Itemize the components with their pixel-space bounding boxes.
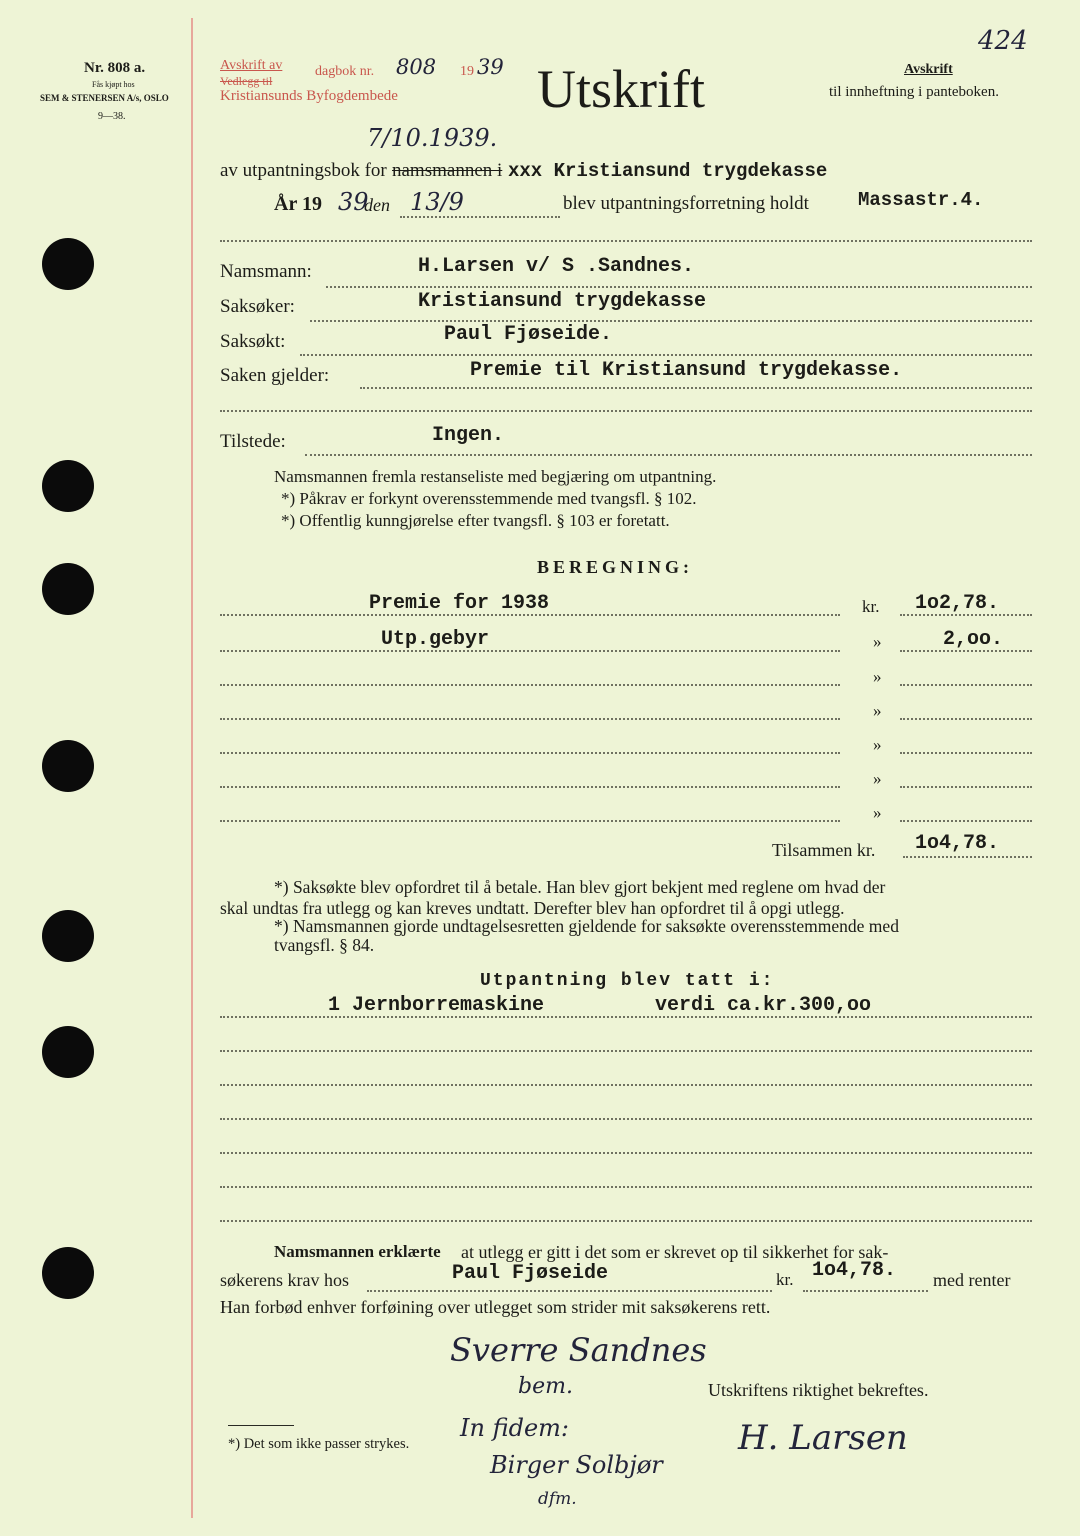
dotted-line (360, 387, 1032, 389)
dotted-line (220, 752, 840, 754)
stamp-line1: Avskrift av (220, 58, 283, 73)
utpantning-heading: Utpantning blev tatt i: (480, 971, 775, 991)
beregning-item-amount: 2,oo. (943, 628, 1004, 651)
dotted-line (367, 1290, 772, 1292)
closing-line1-a: Namsmannen erklærte (274, 1242, 441, 1261)
dotted-line (220, 684, 840, 686)
utpantning-value: verdi ca.kr.300,oo (655, 994, 872, 1017)
beregning-item-amount: 1o2,78. (915, 592, 1000, 615)
signature-witness-title: dfm. (538, 1489, 577, 1509)
saksokt-label: Saksøkt: (220, 331, 286, 352)
namsmann-value: H.Larsen v/ S .Sandnes. (418, 255, 695, 278)
date-year: 39 (338, 188, 369, 216)
punch-hole (42, 910, 94, 962)
intro-label: av utpantningsbok for (220, 160, 387, 181)
stamp-line1b: Vedlegg til (220, 74, 273, 88)
date-text: blev utpantningsforretning holdt (563, 193, 809, 214)
stamp-year-prefix: 19 (460, 64, 474, 79)
statement-line1: Namsmannen fremla restanseliste med begjæring om utpantning. (274, 467, 717, 486)
statement-line3: *) Offentlig kunngjørelse efter tvangsfl. § 103 er foretatt. (281, 511, 670, 530)
tilstede-value: Ingen. (432, 424, 505, 447)
beregning-item-desc: Utp.gebyr (381, 628, 490, 651)
dotted-line (305, 454, 1032, 456)
stamp-dagbok-label: dagbok nr. (315, 64, 375, 79)
dotted-line (900, 786, 1032, 788)
punch-hole (42, 740, 94, 792)
ditto-mark: » (873, 735, 882, 754)
dotted-line (220, 410, 1032, 412)
stamp-dagbok-nr: 808 (396, 55, 437, 79)
closing-line3: Han forbød enhver forføining over utlegget som strider mit saksøkerens rett. (220, 1297, 771, 1317)
beregning-item-desc: Premie for 1938 (369, 592, 550, 615)
dotted-line (300, 354, 1032, 356)
footnote-rule (228, 1425, 294, 1426)
dotted-line (220, 240, 1032, 242)
dotted-line (903, 856, 1032, 858)
printer-publisher: SEM & STENERSEN A/s, OSLO (40, 93, 169, 103)
dotted-line (220, 1118, 1032, 1120)
ditto-mark: » (873, 667, 882, 686)
ditto-mark: » (873, 769, 882, 788)
namsmann-label: Namsmann: (220, 261, 312, 282)
dotted-line (220, 1084, 1032, 1086)
stamp-date: 7/10.1939. (367, 124, 498, 152)
saken-label: Saken gjelder: (220, 365, 330, 386)
dotted-line (326, 286, 1032, 288)
signature-confirm: H. Larsen (738, 1418, 908, 1458)
dotted-line (900, 820, 1032, 822)
utpantning-item: 1 Jernborremaskine (328, 994, 545, 1017)
closing-line1-b: at utlegg er gitt i det som er skrevet op til sikkerhet for sak- (461, 1242, 889, 1262)
signature-infidem-label: In fidem: (460, 1414, 569, 1442)
dotted-line (220, 1152, 1032, 1154)
ditto-mark: » (873, 803, 882, 822)
dotted-line (220, 718, 840, 720)
printer-edition: 9—38. (98, 111, 126, 122)
closing-amount: 1o4,78. (812, 1259, 897, 1282)
ditto-mark: » (873, 701, 882, 720)
declaration-line1: *) Saksøkte blev opfordret til å betale. Han blev gjort bekjent med reglene om hvad der (274, 877, 886, 897)
dotted-line (400, 216, 560, 218)
printer-sold-at: Fås kjøpt hos (92, 80, 135, 89)
punch-hole (42, 238, 94, 290)
dotted-line (803, 1290, 928, 1292)
form-number: Nr. 808 a. (84, 60, 146, 76)
confirmation-text: Utskriftens riktighet bekreftes. (708, 1380, 929, 1400)
statement-line2: *) Påkrav er forkynt overensstemmende med tvangsfl. § 102. (281, 489, 697, 508)
dotted-line (220, 820, 840, 822)
stamp-line2: Kristiansunds Byfogdembede (220, 88, 398, 104)
dotted-line (220, 1186, 1032, 1188)
dotted-line (220, 1220, 1032, 1222)
beregning-currency: kr. (862, 597, 880, 616)
closing-line2-b: med renter (933, 1270, 1011, 1290)
avskrift-heading: Avskrift (904, 62, 953, 77)
punch-hole (42, 460, 94, 512)
date-den: den (364, 195, 390, 215)
total-label: Tilsammen kr. (772, 840, 876, 860)
signature-namsmann: Sverre Sandnes (450, 1331, 707, 1369)
dotted-line (310, 320, 1032, 322)
closing-debtor: Paul Fjøseide (452, 1262, 609, 1285)
declaration-line4: tvangsfl. § 84. (274, 935, 375, 955)
intro-struck: namsmannen i (392, 160, 503, 181)
saksoker-value: Kristiansund trygdekasse (418, 290, 707, 313)
tilstede-label: Tilstede: (220, 431, 286, 452)
dotted-line (900, 684, 1032, 686)
signature-witness: Birger Solbjør (490, 1451, 663, 1479)
intro-value: xxx Kristiansund trygdekasse (508, 160, 828, 182)
page-title: Utskrift (537, 59, 705, 119)
dotted-line (220, 786, 840, 788)
dotted-line (220, 650, 840, 652)
footnote: *) Det som ikke passer strykes. (228, 1436, 410, 1452)
date-place: Massastr.4. (858, 189, 984, 211)
dotted-line (900, 752, 1032, 754)
date-day: 13/9 (410, 188, 464, 216)
saksokt-value: Paul Fjøseide. (444, 323, 613, 346)
date-aar: År 19 (274, 193, 322, 215)
declaration-line2: skal undtas fra utlegg og kan kreves undtatt. Derefter blev han opfordret til å opgi utlegg. (220, 898, 845, 918)
beregning-heading: BEREGNING: (537, 557, 694, 577)
punch-hole (42, 563, 94, 615)
total-amount: 1o4,78. (915, 832, 1000, 855)
margin-line (191, 18, 193, 1518)
closing-kr: kr. (776, 1270, 794, 1289)
punch-hole (42, 1247, 94, 1299)
stamp-year-suffix: 39 (477, 55, 504, 79)
avskrift-text: til innheftning i panteboken. (829, 84, 999, 100)
closing-line2-a: søkerens krav hos (220, 1270, 349, 1290)
dotted-line (900, 718, 1032, 720)
signature-namsmann-title: bem. (518, 1374, 573, 1399)
saken-value: Premie til Kristiansund trygdekasse. (470, 359, 903, 382)
dotted-line (220, 1050, 1032, 1052)
saksoker-label: Saksøker: (220, 296, 295, 317)
declaration-line3: *) Namsmannen gjorde undtagelsesretten gjeldende for saksøkte overensstemmende med (274, 916, 899, 936)
ditto-mark: » (873, 632, 882, 651)
page-number: 424 (978, 26, 1028, 56)
punch-hole (42, 1026, 94, 1078)
